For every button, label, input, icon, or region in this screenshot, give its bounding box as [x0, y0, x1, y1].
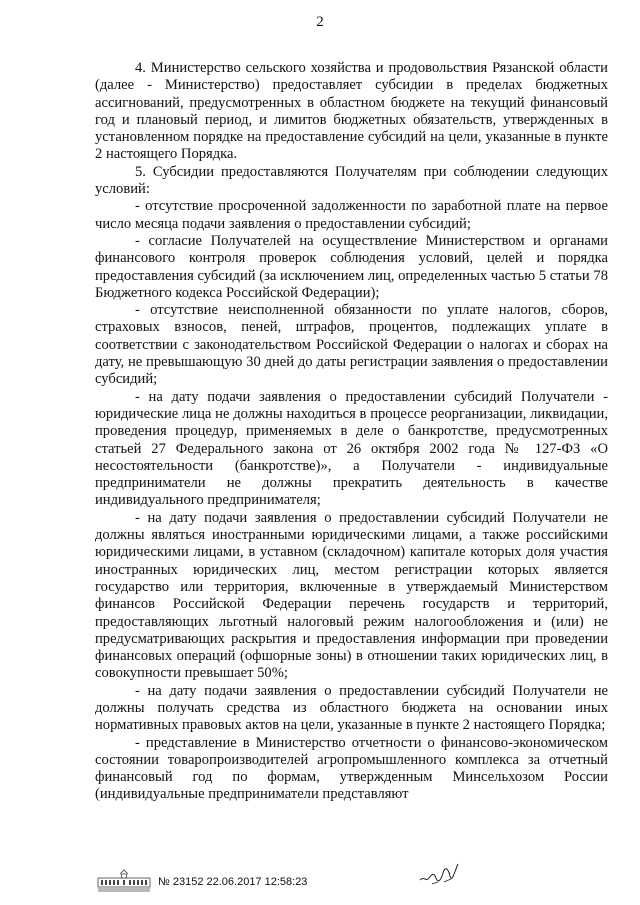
building-seal-icon	[96, 868, 152, 892]
paragraph-4: 4. Министерство сельского хозяйства и продовольствия Рязанской области (далее - Министерство) предоставляет субсидии в пределах бюджетных ассигнований, предусмотренных в областном бюджете на текущий финансовый год и плановый период, и лимитов бюджетных обязательств, утвержденных в установленном порядке на предоставление субсидий на цели, указанные в пункте 2 настоящего Порядка.	[95, 60, 608, 163]
condition-no-tax-debt: - отсутствие неисполненной обязанности по уплате налогов, сборов, страховых взносов, пеней, штрафов, процентов, подлежащих уплате в соответствии с законодательством Российской Федерации о налогах и сборах на дату, не превышающую 30 дней до даты регистрации заявления о предоставлении субсидий;	[95, 302, 608, 388]
condition-reporting: - представление в Министерство отчетности о финансово-экономическом состоянии товаропроизводителей агропромышленного комплекса за отчетный финансовый год по формам, утвержденным Минсельхозом России (индивидуальные предприниматели представляют	[95, 734, 608, 803]
paragraph-5: 5. Субсидии предоставляются Получателям при соблюдении следующих условий:	[95, 163, 608, 198]
document-body	[95, 60, 608, 804]
registration-number: № 23152 22.06.2017 12:58:23	[158, 876, 308, 888]
condition-no-bankruptcy: - на дату подачи заявления о предоставлении субсидий Получатели - юридические лица не должны находиться в процессе реорганизации, ликвидации, проведения процедур, применяемых в деле о банкротстве, предусмотренных статьей 27 Федерального закона от 26 октября 2002 года № 127-ФЗ «О несостоятельности (банкротстве)», а Получатели - индивидуальные предприниматели не должны прекратить деятельность в качестве индивидуального предпринимателя;	[95, 388, 608, 509]
condition-no-other-funds: - на дату подачи заявления о предоставлении субсидий Получатели не должны получать средства из областного бюджета на основании иных нормативных правовых актов на цели, указанные в пункте 2 настоящего Порядка;	[95, 682, 608, 734]
condition-consent-audit: - согласие Получателей на осуществление Министерством и органами финансового контроля проверок соблюдения условий, целей и порядка предоставления субсидий (за исключением лиц, определенных частью 5 статьи 78 Бюджетного кодекса Российской Федерации);	[95, 232, 608, 301]
condition-not-foreign: - на дату подачи заявления о предоставлении субсидий Получатели не должны являться иностранными юридическими лицами, а также российскими юридическими лицами, в уставном (складочном) капитале которых доля участия иностранных юридических лиц, местом регистрации которых является государство или территория, включенные в утверждаемый Министерством финансов Российской Федерации перечень государств и территорий, предоставляющих льготный налоговый режим налогообложения и (или) не предусматривающих раскрытия и предоставления информации при проведении финансовых операций (офшорные зоны) в отношении таких юридических лиц, в совокупности превышает 50%;	[95, 509, 608, 682]
registration-footer	[96, 868, 396, 894]
handwritten-signature-icon	[418, 858, 462, 888]
condition-salary-debt: - отсутствие просроченной задолженности по заработной плате на первое число месяца подачи заявления о предоставлении субсидий;	[95, 198, 608, 232]
page-number: 2	[316, 14, 324, 30]
